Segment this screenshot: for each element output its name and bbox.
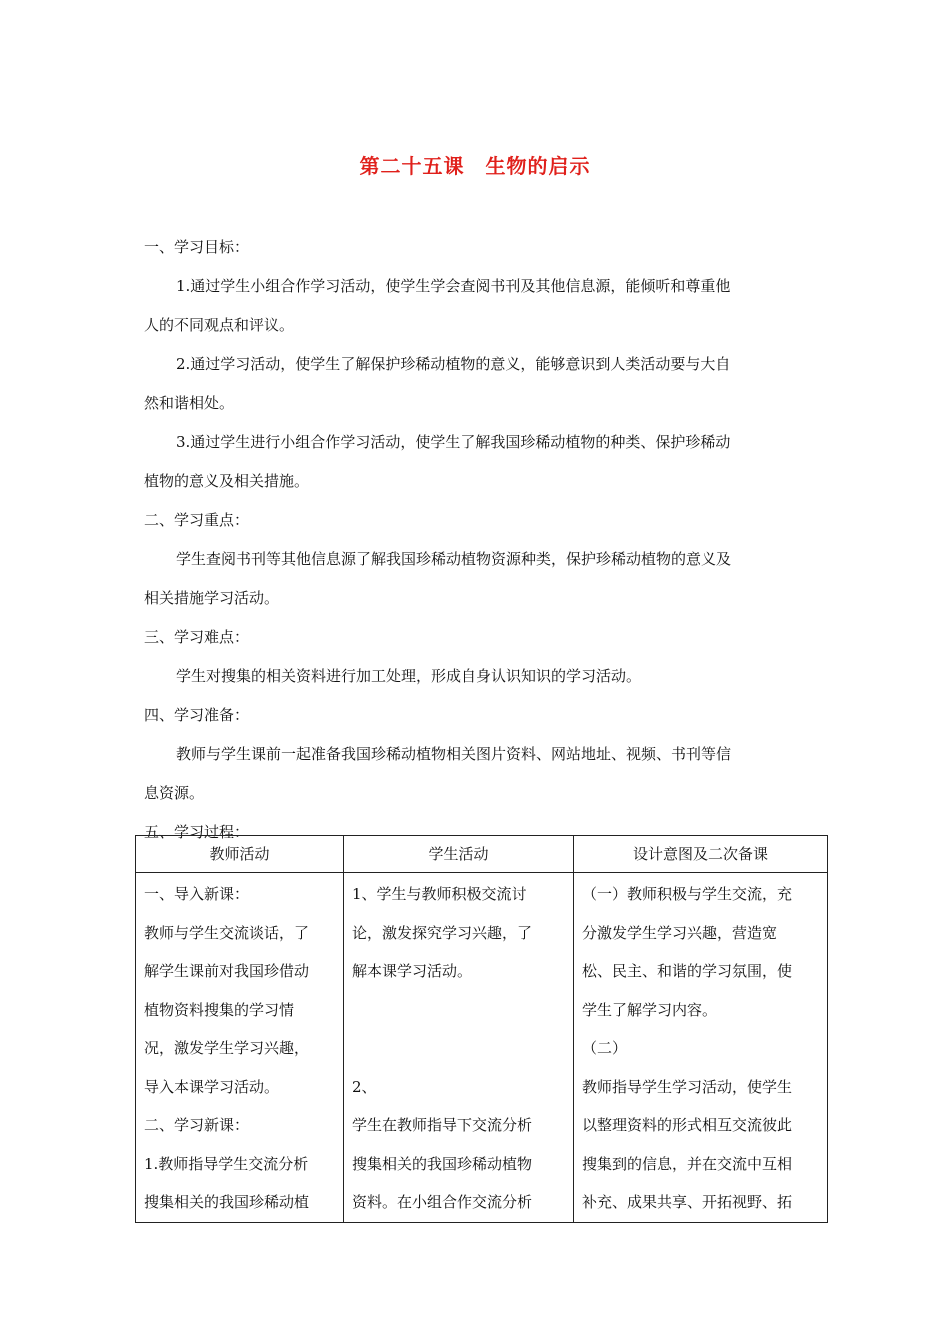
cell-line: 搜集相关的我国珍稀动植物 [352, 1154, 533, 1173]
paragraph-line: 然和谐相处。 [144, 394, 235, 412]
paragraph-line: 植物的意义及相关措施。 [144, 472, 310, 490]
cell-line: 解本课学习活动。 [352, 962, 473, 980]
cell-line: 2、 [352, 1077, 377, 1096]
cell-line: 一、导入新课： [144, 885, 250, 903]
section-heading-process: 五、学习过程： [144, 823, 250, 841]
paragraph-line: 2.通过学习活动，使学生了解保护珍稀动植物的意义，能够意识到人类活动要与大自 [176, 355, 731, 373]
cell-line: 1.教师指导学生交流分析 [144, 1154, 309, 1173]
design-intent-cell [574, 873, 828, 1223]
cell-line: 1、学生与教师积极交流讨 [352, 885, 527, 903]
cell-line: （一）教师积极与学生交流，充 [582, 885, 793, 903]
table-header-student: 学生活动 [344, 836, 574, 873]
paragraph-line: 人的不同观点和评议。 [144, 316, 295, 334]
cell-line: 植物资料搜集的学习情 [144, 1000, 295, 1019]
table-row [136, 873, 828, 1223]
cell-spacer [352, 991, 565, 1030]
cell-line: 教师指导学生学习活动，使学生 [582, 1077, 793, 1096]
cell-line: 松、民主、和谐的学习氛围，使 [582, 962, 793, 980]
paragraph-line: 学生对搜集的相关资料进行加工处理，形成自身认识知识的学习活动。 [176, 667, 642, 685]
cell-line: 学生在教师指导下交流分析 [352, 1116, 533, 1134]
lesson-process-table [135, 835, 828, 1223]
cell-line: 论，激发探究学习兴趣，了 [352, 923, 533, 942]
student-activity-cell [344, 873, 574, 1223]
table-header-design: 设计意图及二次备课 [574, 836, 828, 873]
paragraph-line: 息资源。 [144, 784, 205, 802]
cell-line: 况，激发学生学习兴趣， [144, 1039, 310, 1057]
cell-line: 分激发学生学习兴趣，营造宽 [582, 923, 778, 942]
cell-line: 资料。在小组合作交流分析 [352, 1193, 533, 1211]
cell-line: 补充、成果共享、开拓视野、拓 [582, 1193, 793, 1211]
cell-line: 搜集到的信息，并在交流中互相 [582, 1154, 793, 1173]
section-heading-difficulty: 三、学习难点： [144, 628, 250, 646]
cell-line: 以整理资料的形式相互交流彼此 [582, 1116, 793, 1134]
paragraph-line: 3.通过学生进行小组合作学习活动，使学生了解我国珍稀动植物的种类、保护珍稀动 [176, 433, 731, 451]
cell-line: 教师与学生交流谈话，了 [144, 923, 310, 942]
cell-line: 二、学习新课： [144, 1116, 250, 1134]
page-title: 第二十五课 生物的启示 [359, 154, 591, 178]
cell-line: （二） [582, 1039, 628, 1057]
section-heading-preparation: 四、学习准备： [144, 706, 250, 724]
paragraph-line: 教师与学生课前一起准备我国珍稀动植物相关图片资料、网站地址、视频、书刊等信 [176, 745, 732, 763]
section-heading-focus: 二、学习重点： [144, 511, 250, 529]
table-header-row [136, 836, 828, 873]
table-header-teacher: 教师活动 [136, 836, 344, 873]
paragraph-line: 学生查阅书刊等其他信息源了解我国珍稀动植物资源种类，保护珍稀动植物的意义及 [176, 550, 732, 568]
cell-line: 导入本课学习活动。 [144, 1077, 280, 1096]
teacher-activity-cell [136, 873, 344, 1223]
section-heading-goals: 一、学习目标： [144, 238, 250, 256]
cell-line: 搜集相关的我国珍稀动植 [144, 1193, 310, 1211]
paragraph-line: 1.通过学生小组合作学习活动，使学生学会查阅书刊及其他信息源，能倾听和尊重他 [176, 277, 731, 295]
cell-line: 解学生课前对我国珍借动 [144, 962, 310, 980]
cell-spacer [352, 1029, 565, 1068]
cell-line: 学生了解学习内容。 [582, 1000, 718, 1019]
paragraph-line: 相关措施学习活动。 [144, 589, 280, 607]
document-body [144, 228, 810, 852]
